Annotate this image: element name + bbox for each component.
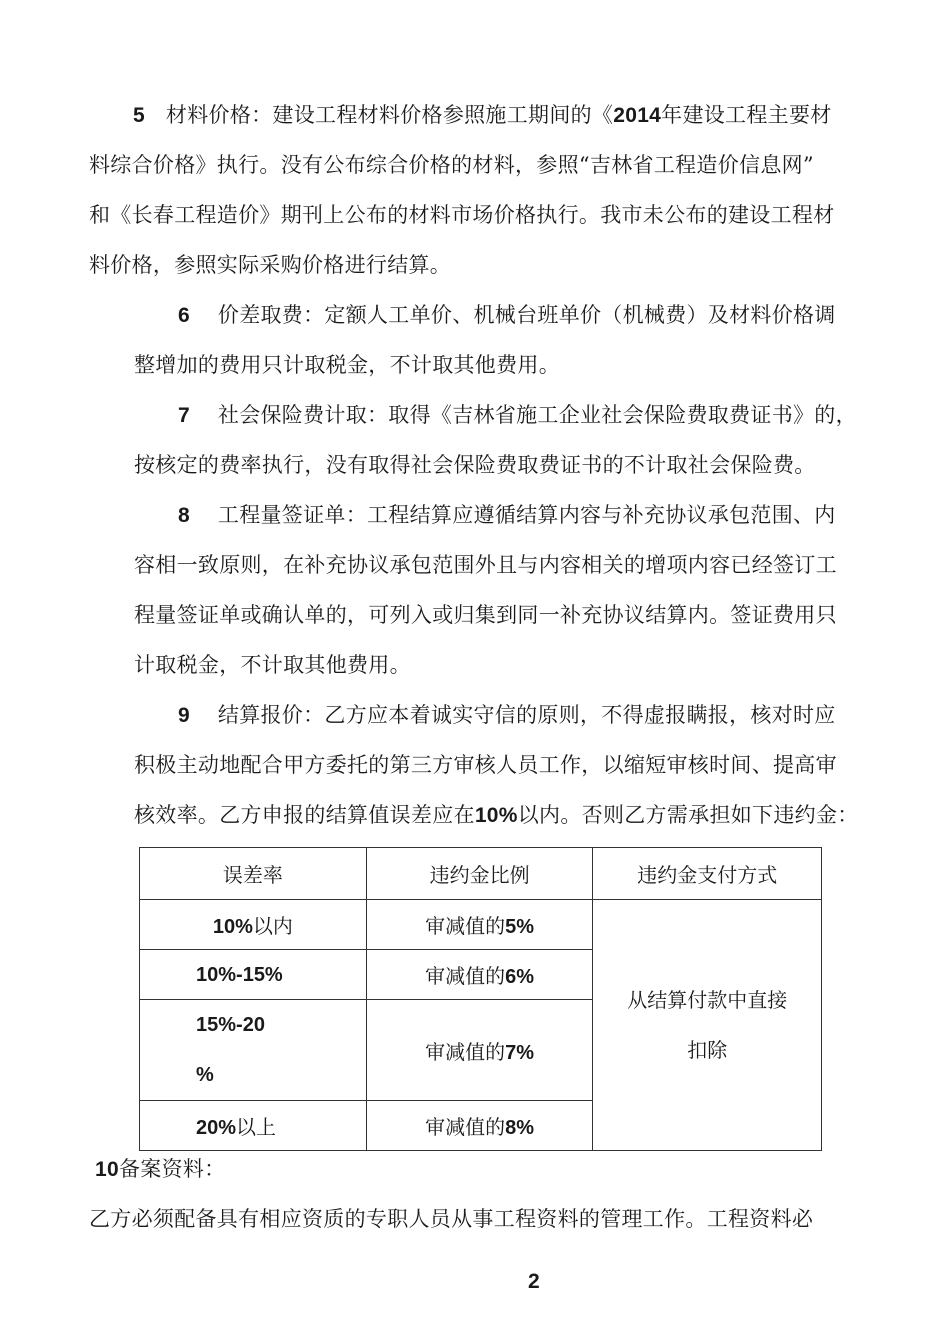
ratio-cell: 审减值的6% xyxy=(366,950,593,1000)
header-error-rate: 误差率 xyxy=(140,848,367,900)
item9-text: 结算报价：乙方应本着诚实守信的原则，不得虚报瞒报，核对时应 xyxy=(217,703,836,727)
item9-line2: 积极主动地配合甲方委托的第三方审核人员工作，以缩短审核时间、提高审 xyxy=(134,753,837,777)
item9-text-b: 以内。否则乙方需承担如下违约金： xyxy=(517,803,859,827)
item6-line1 xyxy=(178,303,836,328)
ratio-cell: 审减值的8% xyxy=(366,1101,593,1151)
item10-line1: 乙方必须配备具有相应资质的专职人员从事工程资料的管理工作。工程资料必 xyxy=(89,1207,814,1231)
table-row xyxy=(140,900,822,950)
item5-line2: 料综合价格》执行。没有公布综合价格的材料，参照“吉林省工程造价信息网” xyxy=(89,153,814,177)
header-penalty-ratio: 违约金比例 xyxy=(366,848,593,900)
item7-line2: 按核定的费率执行，没有取得社会保险费取费证书的不计取社会保险费。 xyxy=(134,453,816,477)
item8-line1 xyxy=(178,503,836,528)
item9-text-a: 核效率。乙方申报的结算值误差应在 xyxy=(134,803,475,827)
item5-line4: 料价格，参照实际采购价格进行结算。 xyxy=(89,253,452,277)
item9-line1 xyxy=(178,703,836,728)
page-number: 2 xyxy=(528,1270,540,1293)
item5-line1 xyxy=(133,103,832,128)
item7-line1 xyxy=(178,403,857,428)
payment-method-cell xyxy=(593,900,822,1151)
item5-year: 2014 xyxy=(613,104,662,127)
rate-cell: 20%以上 xyxy=(140,1101,367,1151)
item8-number: 8 xyxy=(178,504,190,527)
rate-cell: 10%以内 xyxy=(140,900,367,950)
item6-text: 价差取费：定额人工单价、机械台班单价（机械费）及材料价格调 xyxy=(217,303,836,327)
item8-text: 工程量签证单：工程结算应遵循结算内容与补充协议承包范围、内 xyxy=(217,503,836,527)
item9-percent: 10% xyxy=(474,804,518,827)
table-header-row xyxy=(140,848,822,900)
item5-line3: 和《长春工程造价》期刊上公布的材料市场价格执行。我市未公布的建设工程材 xyxy=(89,203,835,227)
item10-heading xyxy=(95,1157,225,1182)
rate-cell: 15%-20 % xyxy=(140,1000,367,1101)
item5-text: 材料价格：建设工程材料价格参照施工期间的《 xyxy=(165,103,614,127)
ratio-cell: 审减值的5% xyxy=(366,900,593,950)
payment-method-line1: 从结算付款中直接 xyxy=(627,988,788,1012)
item8-line3: 程量签证单或确认单的，可列入或归集到同一补充协议结算内。签证费用只 xyxy=(134,603,837,627)
ratio-cell: 审减值的7% xyxy=(366,1000,593,1101)
item5-number: 5 xyxy=(133,104,145,127)
penalty-table xyxy=(139,847,822,1151)
item5-text-b: 年建设工程主要材 xyxy=(661,103,832,127)
header-payment-method: 违约金支付方式 xyxy=(593,848,822,900)
item9-line3 xyxy=(134,803,859,828)
item10-number: 10 xyxy=(95,1158,119,1181)
item8-line2: 容相一致原则，在补充协议承包范围外且与内容相关的增项内容已经签订工 xyxy=(134,553,837,577)
rate-cell: 10%-15% xyxy=(140,950,367,1000)
item6-number: 6 xyxy=(178,304,190,327)
item7-number: 7 xyxy=(178,404,190,427)
item6-line2: 整增加的费用只计取税金，不计取其他费用。 xyxy=(134,353,560,377)
item10-title: 备案资料： xyxy=(118,1157,226,1181)
item9-number: 9 xyxy=(178,704,190,727)
item7-text: 社会保险费计取：取得《吉林省施工企业社会保险费取费证书》的， xyxy=(217,403,857,427)
item8-line4: 计取税金，不计取其他费用。 xyxy=(134,653,411,677)
payment-method-line2: 扣除 xyxy=(687,1038,728,1062)
